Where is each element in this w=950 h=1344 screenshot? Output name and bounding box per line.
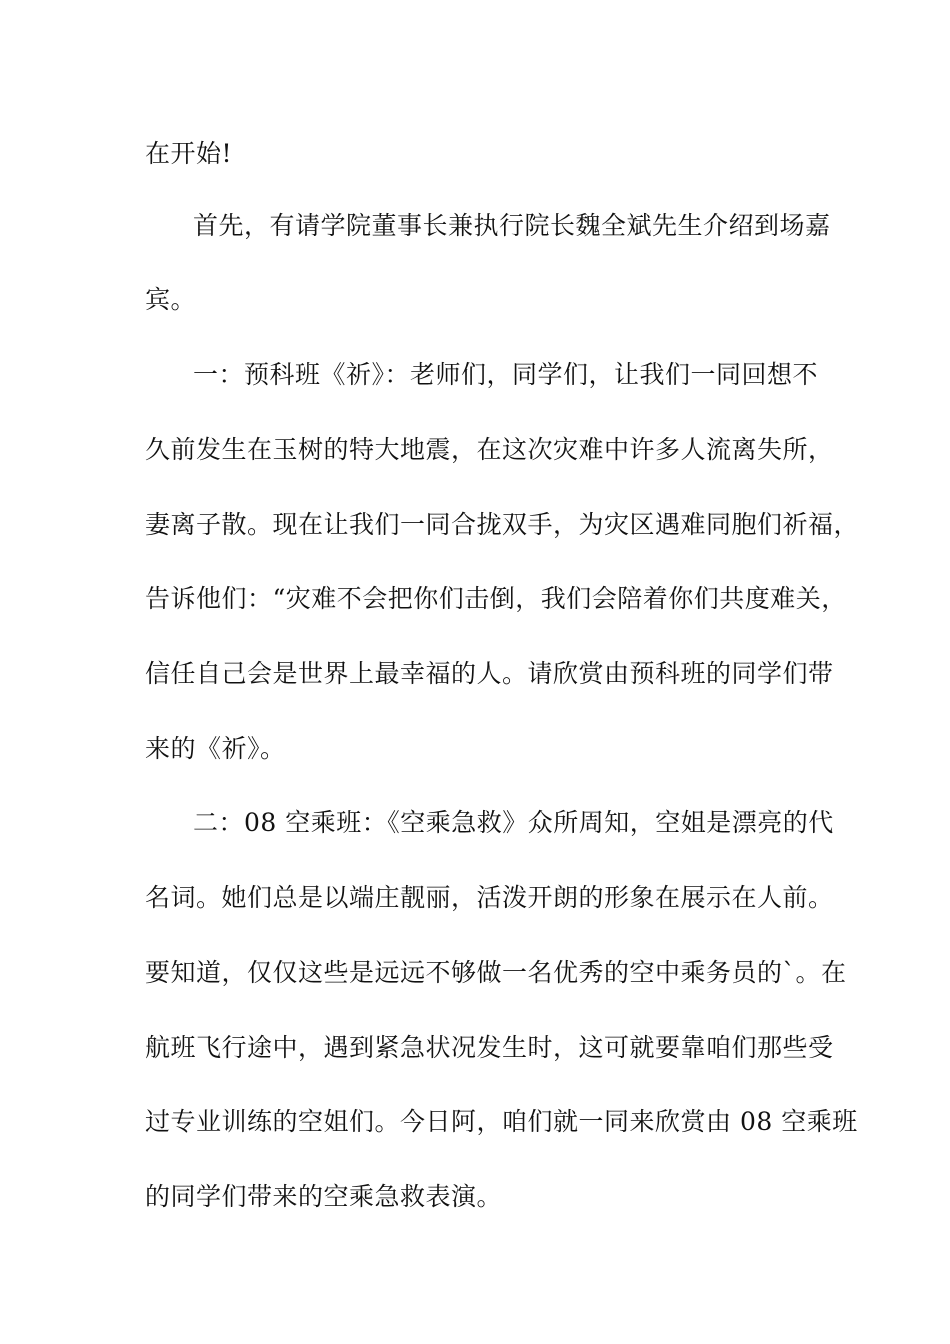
text-line: 航班飞行途中，遇到紧急状况发生时，这可就要靠咱们那些受	[145, 1033, 834, 1062]
text-line: 信任自己会是世界上最幸福的人。请欣赏由预科班的同学们带	[145, 659, 834, 688]
text-line: 告诉他们：“灾难不会把你们击倒，我们会陪着你们共度难关，	[145, 584, 847, 613]
text-line: 的同学们带来的空乘急救表演。	[145, 1182, 503, 1211]
text-line: 宾。	[145, 285, 197, 314]
text-line: 名词。她们总是以端庄靓丽，活泼开朗的形象在展示在人前。	[145, 883, 834, 912]
text-line: 过专业训练的空姐们。今日阿，咱们就一同来欣赏由 08 空乘班	[145, 1107, 858, 1136]
text-line: 来的《祈》。	[145, 734, 286, 763]
text-line: 二：08 空乘班：《空乘急救》众所周知，空姐是漂亮的代	[193, 808, 834, 837]
text-line: 在开始!	[145, 139, 233, 168]
text-line: 要知道，仅仅这些是远远不够做一名优秀的空中乘务员的`。在	[145, 958, 847, 987]
text-line: 久前发生在玉树的特大地震，在这次灾难中许多人流离失所，	[145, 435, 834, 464]
text-line: 首先，有请学院董事长兼执行院长魏全斌先生介绍到场嘉	[193, 211, 831, 240]
text-line: 妻离子散。现在让我们一同合拢双手，为灾区遇难同胞们祈福，	[145, 510, 860, 539]
text-line: 一：预科班《祈》：老师们，同学们，让我们一同回想不	[193, 360, 819, 389]
